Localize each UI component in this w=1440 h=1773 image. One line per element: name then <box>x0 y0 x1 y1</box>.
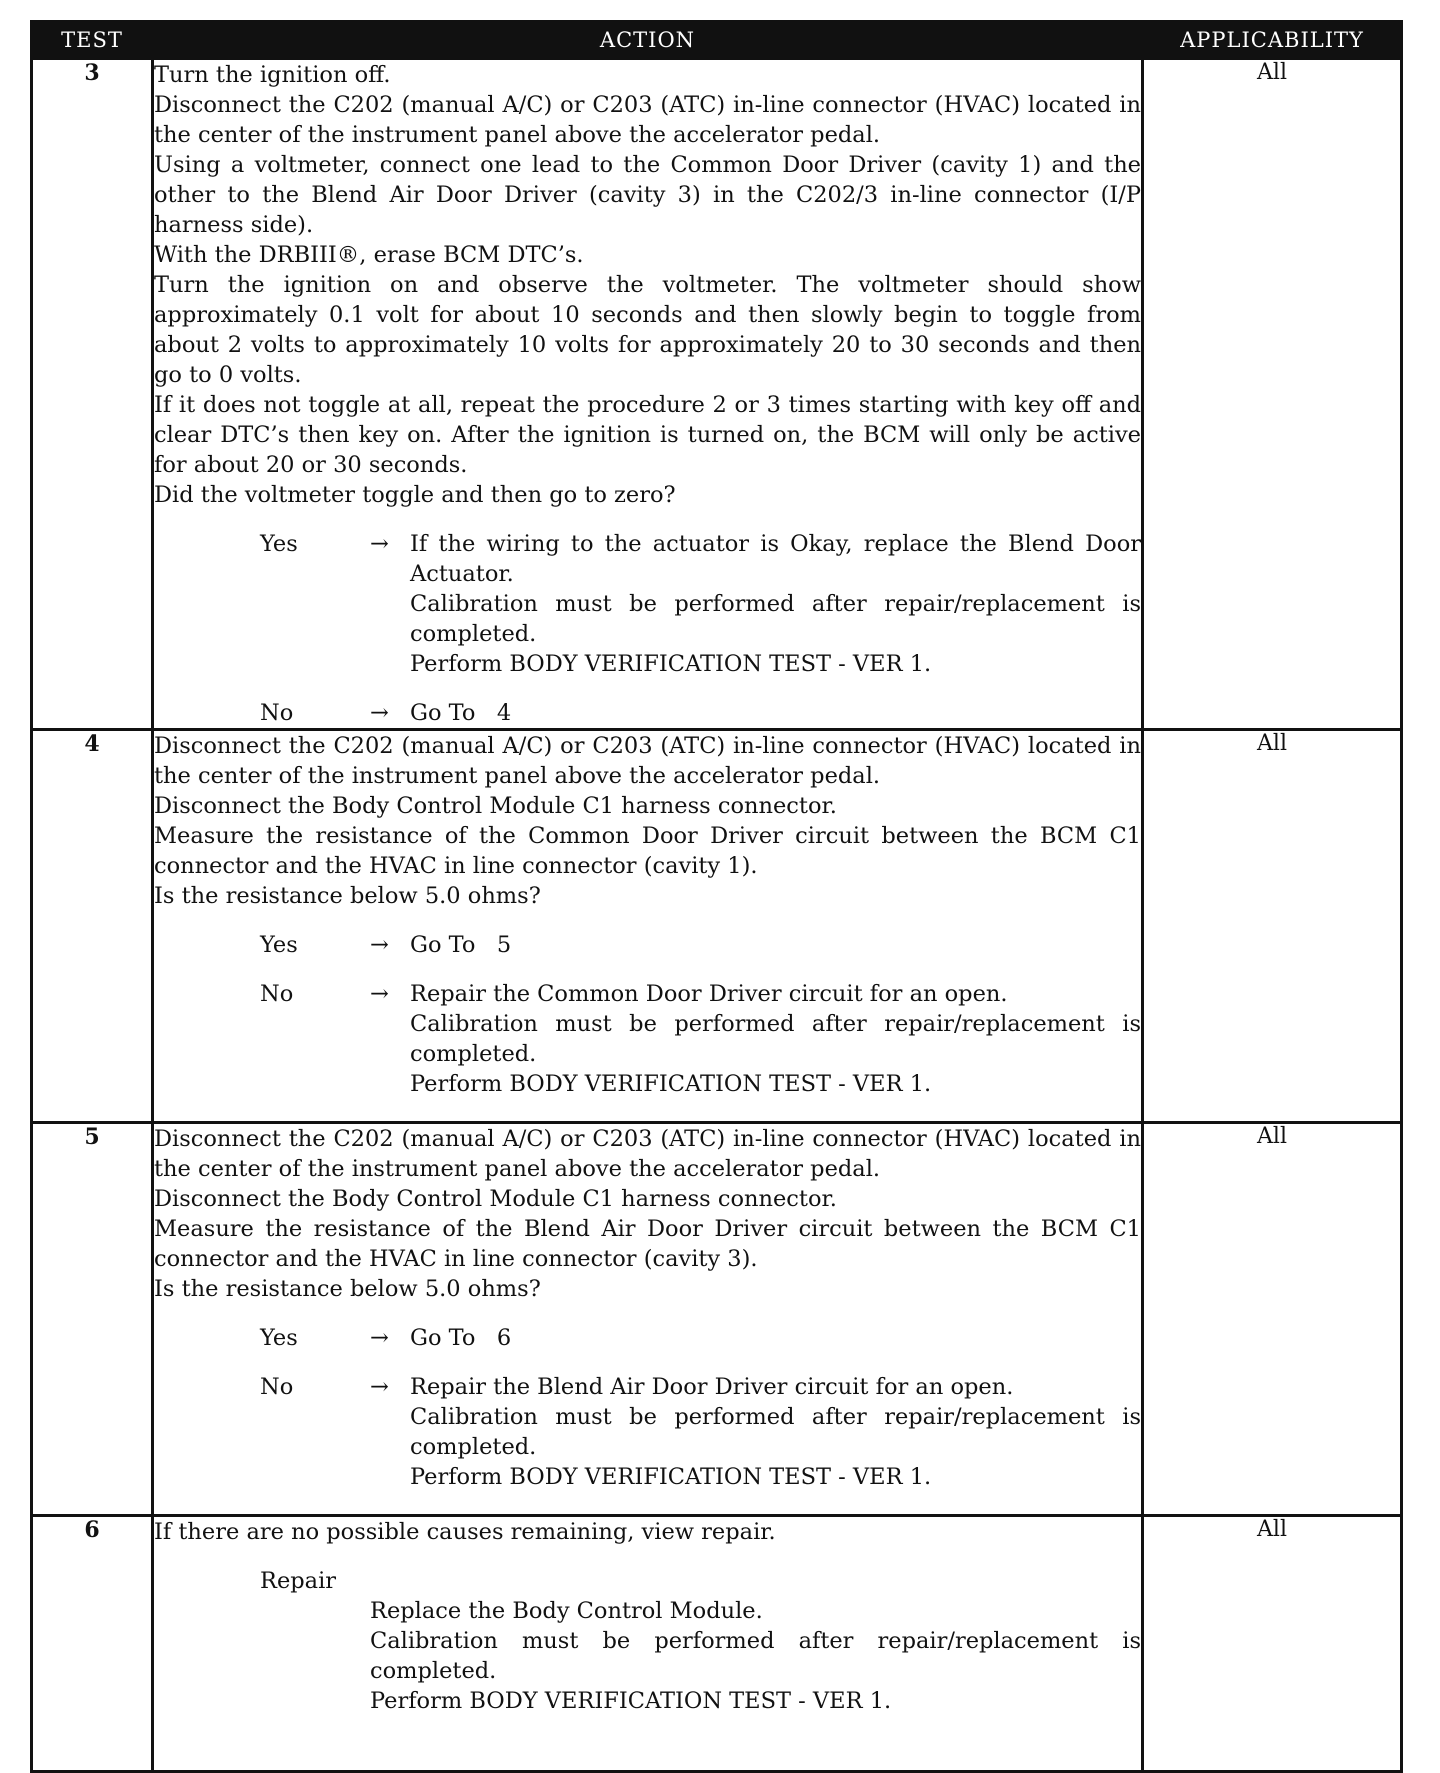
no-branch <box>154 698 1141 728</box>
test-applicability: All <box>1143 1516 1402 1772</box>
arrow-icon: → <box>370 981 389 1007</box>
action-step: If it does not toggle at all, repeat the procedure 2 or 3 times starting with key off and clear DTC’s then key on. After the ignition is turned on, the BCM will only be active for about 20 or 30 seconds. <box>154 392 1141 478</box>
arrow-icon: → <box>370 1374 389 1400</box>
test-action <box>153 730 1143 1123</box>
action-step: Measure the resistance of the Common Door Driver circuit between the BCM C1 connector and the HVAC in line connector (cavity 1). <box>154 823 1141 879</box>
result-line: If the wiring to the actuator is Okay, replace the Blend Door Actuator. <box>410 531 1141 587</box>
no-label: No <box>260 1374 294 1400</box>
header-applicability: APPLICABILITY <box>1143 22 1402 59</box>
action-question: Is the resistance below 5.0 ohms? <box>154 1276 541 1302</box>
header-test: TEST <box>32 22 153 59</box>
yes-branch <box>154 930 1141 960</box>
no-result <box>410 979 1141 1099</box>
no-label: No <box>260 700 294 726</box>
action-step: If there are no possible causes remaining, view repair. <box>154 1519 776 1545</box>
action-step: Disconnect the C202 (manual A/C) or C203 (ATC) in-line connector (HVAC) located in the center of the instrument panel above the accelerator pedal. <box>154 92 1141 148</box>
test-applicability: All <box>1143 730 1402 1123</box>
action-step: Disconnect the C202 (manual A/C) or C203 (ATC) in-line connector (HVAC) located in the center of the instrument panel above the accelerator pedal. <box>154 733 1141 789</box>
table-row <box>32 730 1402 1123</box>
result-line: Replace the Body Control Module. <box>370 1598 763 1624</box>
yes-label: Yes <box>260 531 298 557</box>
yes-result <box>410 529 1141 679</box>
test-number: 3 <box>32 59 153 730</box>
result-line: Go To 6 <box>410 1325 512 1351</box>
result-line: Calibration must be performed after repair/replacement is completed. <box>410 591 1141 647</box>
no-branch <box>154 1372 1141 1492</box>
test-number: 6 <box>32 1516 153 1772</box>
repair-label: Repair <box>260 1568 337 1594</box>
action-question: Is the resistance below 5.0 ohms? <box>154 883 541 909</box>
no-result <box>410 698 1141 728</box>
result-line: Perform BODY VERIFICATION TEST - VER 1. <box>410 1071 932 1097</box>
result-line: Go To 5 <box>410 932 512 958</box>
table-header-row <box>32 22 1402 59</box>
test-action <box>153 1123 1143 1516</box>
test-action <box>153 1516 1143 1772</box>
arrow-icon: → <box>370 932 389 958</box>
action-step: With the DRBIII®, erase BCM DTC’s. <box>154 242 584 268</box>
action-step: Measure the resistance of the Blend Air Door Driver circuit between the BCM C1 connector and the HVAC in line connector (cavity 3). <box>154 1216 1141 1272</box>
action-step: Turn the ignition on and observe the voltmeter. The voltmeter should show approximately 0.1 volt for about 10 seconds and then slowly begin to toggle from about 2 volts to approximately 10 volts for approximately 20 to 30 seconds and then go to 0 volts. <box>154 272 1141 388</box>
action-question: Did the voltmeter toggle and then go to zero? <box>154 482 676 508</box>
no-branch <box>154 979 1141 1099</box>
result-line: Perform BODY VERIFICATION TEST - VER 1. <box>370 1688 892 1714</box>
repair-block <box>154 1566 1141 1716</box>
test-applicability: All <box>1143 59 1402 730</box>
no-result <box>410 1372 1141 1492</box>
arrow-icon: → <box>370 1325 389 1351</box>
yes-branch <box>154 1323 1141 1353</box>
test-number: 4 <box>32 730 153 1123</box>
repair-steps <box>154 1596 1141 1716</box>
yes-label: Yes <box>260 1325 298 1351</box>
table-row <box>32 59 1402 730</box>
result-line: Calibration must be performed after repair/replacement is completed. <box>370 1628 1141 1684</box>
arrow-icon: → <box>370 531 389 557</box>
test-applicability: All <box>1143 1123 1402 1516</box>
yes-result <box>410 1323 1141 1353</box>
yes-label: Yes <box>260 932 298 958</box>
action-step: Disconnect the Body Control Module C1 harness connector. <box>154 793 837 819</box>
header-action: ACTION <box>153 22 1143 59</box>
result-line: Repair the Common Door Driver circuit for an open. <box>410 981 1008 1007</box>
action-step: Using a voltmeter, connect one lead to the Common Door Driver (cavity 1) and the other to the Blend Air Door Driver (cavity 3) in the C202/3 in-line connector (I/P harness side). <box>154 152 1141 238</box>
table-row <box>32 1516 1402 1772</box>
test-action <box>153 59 1143 730</box>
action-step: Turn the ignition off. <box>154 62 391 88</box>
diagnostic-test-table <box>30 20 1403 1773</box>
result-line: Calibration must be performed after repair/replacement is completed. <box>410 1404 1141 1460</box>
result-line: Go To 4 <box>410 700 512 726</box>
test-number: 5 <box>32 1123 153 1516</box>
arrow-icon: → <box>370 700 389 726</box>
result-line: Perform BODY VERIFICATION TEST - VER 1. <box>410 651 932 677</box>
diagnostic-procedure-page <box>30 20 1400 1773</box>
table-row <box>32 1123 1402 1516</box>
result-line: Perform BODY VERIFICATION TEST - VER 1. <box>410 1464 932 1490</box>
result-line: Repair the Blend Air Door Driver circuit for an open. <box>410 1374 1014 1400</box>
no-label: No <box>260 981 294 1007</box>
yes-result <box>410 930 1141 960</box>
action-step: Disconnect the Body Control Module C1 harness connector. <box>154 1186 837 1212</box>
action-step: Disconnect the C202 (manual A/C) or C203 (ATC) in-line connector (HVAC) located in the center of the instrument panel above the accelerator pedal. <box>154 1126 1141 1182</box>
result-line: Calibration must be performed after repair/replacement is completed. <box>410 1011 1141 1067</box>
yes-branch <box>154 529 1141 679</box>
